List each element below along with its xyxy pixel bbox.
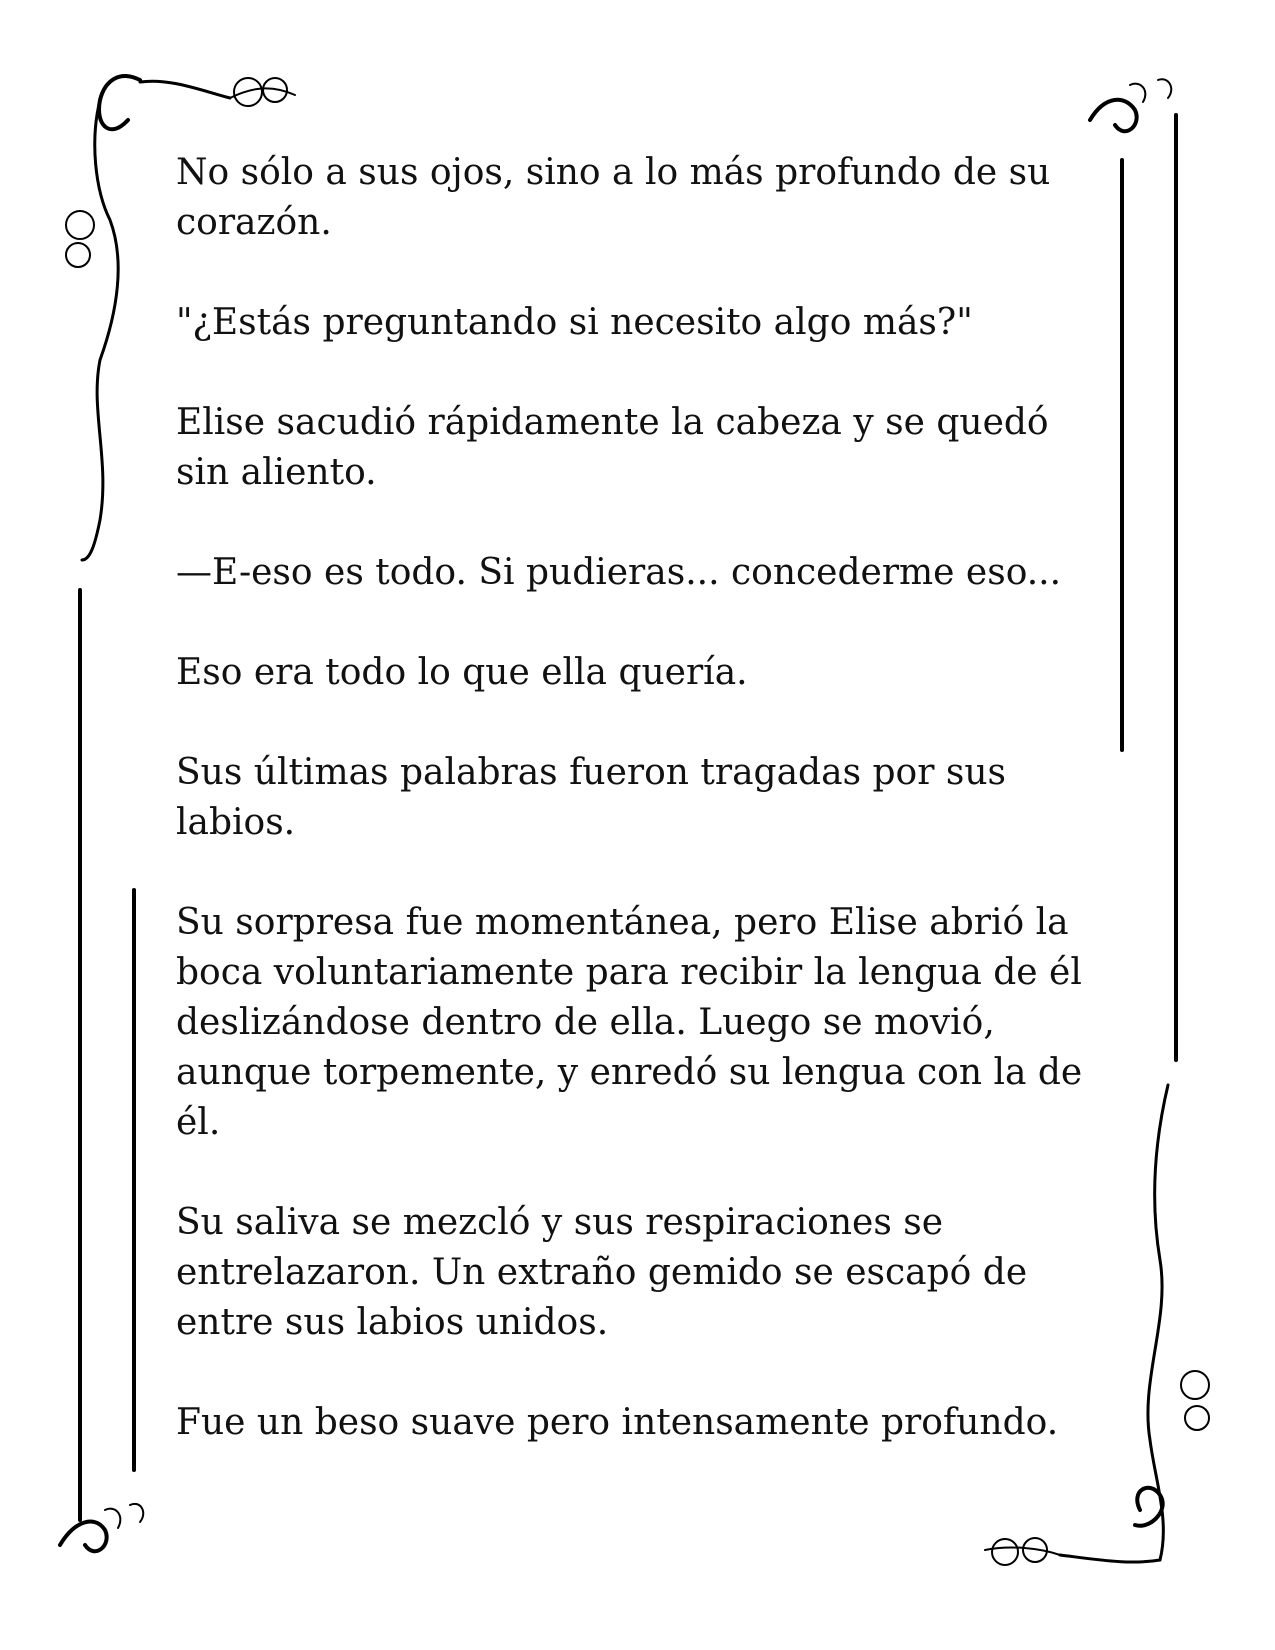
paragraph: Sus últimas palabras fueron tragadas por sus labios. xyxy=(176,752,1006,843)
top-right-flourish xyxy=(1090,79,1171,131)
bottom-left-flourish xyxy=(60,1504,143,1551)
paragraph: No sólo a sus ojos, sino a lo más profundo de su corazón. xyxy=(176,152,1051,243)
paragraph: "¿Estás preguntando si necesito algo más?" xyxy=(176,302,973,343)
paragraph: Elise sacudió rápidamente la cabeza y se quedó sin aliento. xyxy=(176,402,1049,493)
paragraph: Su sorpresa fue momentánea, pero Elise abrió la boca voluntariamente para recibir la lengua de él deslizándose dentro de ella. Luego se movió, aunque torpemente, y enredó su lengua con la de él. xyxy=(176,902,1083,1143)
paragraph: —E-eso es todo. Si pudieras... concederme eso... xyxy=(176,552,1062,593)
paragraph: Eso era todo lo que ella quería. xyxy=(176,652,748,693)
paragraph: Fue un beso suave pero intensamente profundo. xyxy=(176,1402,1059,1443)
paragraph: Su saliva se mezcló y sus respiraciones se entrelazaron. Un extraño gemido se escapó de entre sus labios unidos. xyxy=(176,1202,1028,1343)
story-text xyxy=(176,148,1106,1498)
